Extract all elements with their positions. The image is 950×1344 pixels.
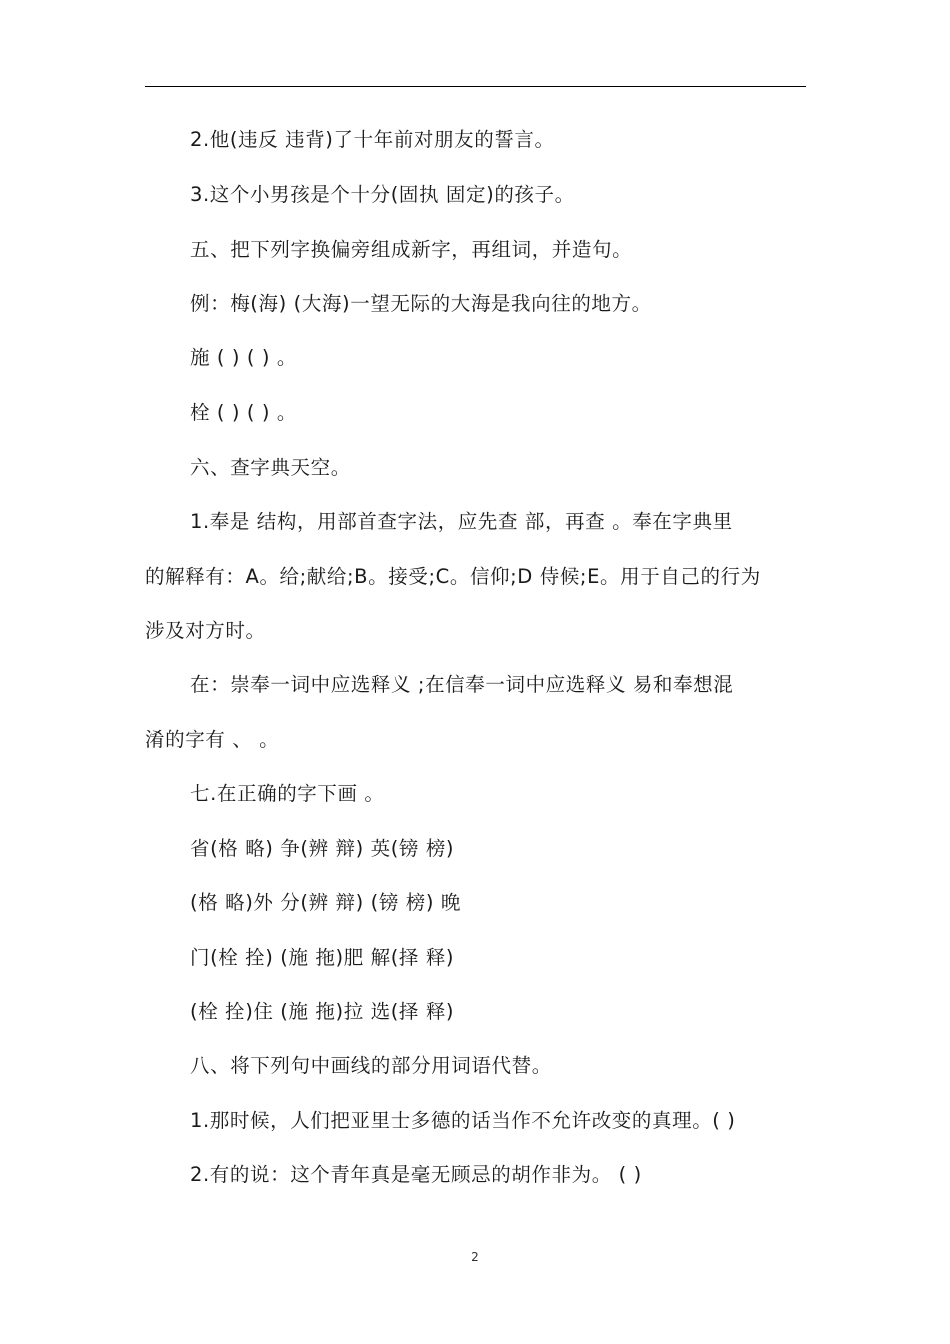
text-line: (格 略)外 分(辨 辩) (镑 榜) 晚	[190, 891, 461, 914]
text-line: 3.这个小男孩是个十分(固执 固定)的孩子。	[190, 183, 575, 206]
section-heading: 六、查字典天空。	[190, 456, 351, 479]
text-line: 省(格 略) 争(辨 辩) 英(镑 榜)	[190, 837, 455, 860]
header-rule	[145, 86, 806, 87]
text-line: 门(栓 拴) (施 拖)肥 解(择 释)	[190, 946, 455, 969]
text-line: 淆的字有 、 。	[145, 728, 280, 751]
text-line: 1.那时候，人们把亚里士多德的话当作不允许改变的真理。( )	[190, 1109, 736, 1132]
section-heading: 八、将下列句中画线的部分用词语代替。	[190, 1054, 552, 1077]
text-line: (栓 拴)住 (施 拖)拉 选(择 释)	[190, 1000, 455, 1023]
text-line: 栓 ( ) ( ) 。	[190, 401, 298, 424]
page-number: 2	[471, 1250, 479, 1264]
text-line: 在：崇奉一词中应选释义 ;在信奉一词中应选释义 易和奉想混	[190, 673, 734, 696]
text-line: 1.奉是 结构，用部首查字法，应先查 部，再查 。奉在字典里	[190, 510, 733, 533]
text-line: 2.有的说：这个青年真是毫无顾忌的胡作非为。 ( )	[190, 1163, 642, 1186]
section-heading: 五、把下列字换偏旁组成新字，再组词，并造句。	[190, 238, 633, 261]
text-line: 2.他(违反 违背)了十年前对朋友的誓言。	[190, 128, 555, 151]
section-heading: 七.在正确的字下画 。	[190, 782, 385, 805]
text-line: 涉及对方时。	[145, 619, 266, 642]
text-line: 的解释有：A。给;献给;B。接受;C。信仰;D 侍候;E。用于自己的行为	[145, 565, 761, 588]
text-line: 例：梅(海) (大海)一望无际的大海是我向往的地方。	[190, 292, 652, 315]
text-line: 施 ( ) ( ) 。	[190, 346, 298, 369]
